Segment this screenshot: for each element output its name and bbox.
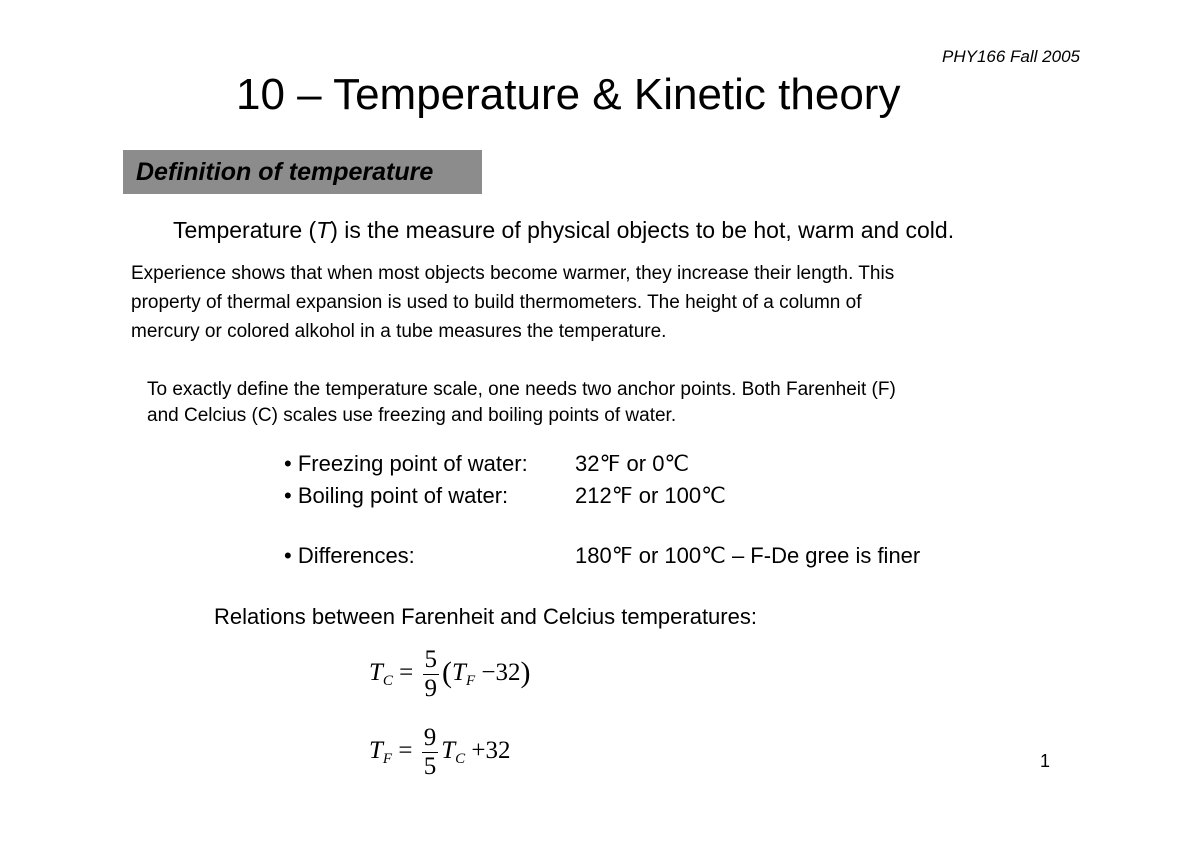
eq1-var: T (452, 659, 466, 687)
section-heading: Definition of temperature (123, 150, 482, 194)
eq1-lhs-var: T (369, 659, 383, 687)
equation-fahrenheit-from-celsius (369, 724, 510, 781)
eq1-close-paren: ) (520, 656, 531, 690)
bullet-differences-value: 180℉ or 100℃ – F-De gree is finer (575, 543, 921, 568)
relations-heading: Relations between Farenheit and Celcius temperatures: (214, 604, 757, 629)
eq2-denominator: 5 (423, 753, 437, 780)
eq2-lhs-sub: F (382, 751, 393, 768)
equation-celsius-from-fahrenheit (369, 646, 530, 703)
eq1-numerator: 5 (424, 646, 438, 673)
temperature-definition (173, 217, 954, 244)
eq2-numerator: 9 (423, 724, 437, 751)
eq1-var-sub: F (465, 673, 476, 690)
eq1-equals: = (399, 659, 414, 687)
eq1-lhs-sub: C (382, 673, 393, 690)
paragraph-line: property of thermal expansion is used to build thermometers. The height of a column of (131, 292, 862, 313)
paragraph-line: and Celcius (C) scales use freezing and boiling points of water. (147, 405, 677, 426)
bullet-freezing-value: 32℉ or 0℃ (575, 451, 690, 476)
temperature-symbol: T (316, 217, 331, 243)
bullet-boiling-label: • Boiling point of water: (284, 483, 509, 508)
paragraph-line: mercury or colored alkohol in a tube measures the temperature. (131, 321, 667, 342)
paragraph-line: To exactly define the temperature scale, one needs two anchor points. Both Farenheit (F) (147, 379, 896, 400)
eq2-equals: = (398, 737, 413, 765)
slide-title: 10 – Temperature & Kinetic theory (236, 70, 901, 119)
anchor-points-paragraph (147, 377, 896, 429)
definition-text-after: ) is the measure of physical objects to be hot, warm and cold. (330, 217, 955, 243)
bullet-boiling-value: 212℉ or 100℃ (575, 483, 726, 508)
eq2-rest: +32 (471, 737, 511, 765)
bullet-freezing-label: • Freezing point of water: (284, 451, 528, 476)
thermal-expansion-paragraph (131, 259, 894, 346)
bullet-differences-label: • Differences: (284, 543, 415, 568)
eq1-rest: −32 (481, 659, 521, 687)
eq2-fraction (422, 724, 439, 781)
eq2-var-sub: C (455, 751, 466, 768)
eq1-denominator: 9 (424, 675, 438, 702)
course-label: PHY166 Fall 2005 (942, 47, 1080, 66)
eq2-var: T (441, 737, 456, 765)
eq1-fraction (423, 646, 440, 703)
paragraph-line: Experience shows that when most objects become warmer, they increase their length. This (131, 263, 895, 284)
definition-text-before: Temperature ( (173, 217, 317, 243)
page-number: 1 (1040, 751, 1051, 771)
eq2-lhs-var: T (369, 737, 383, 765)
eq1-open-paren: ( (442, 656, 453, 690)
